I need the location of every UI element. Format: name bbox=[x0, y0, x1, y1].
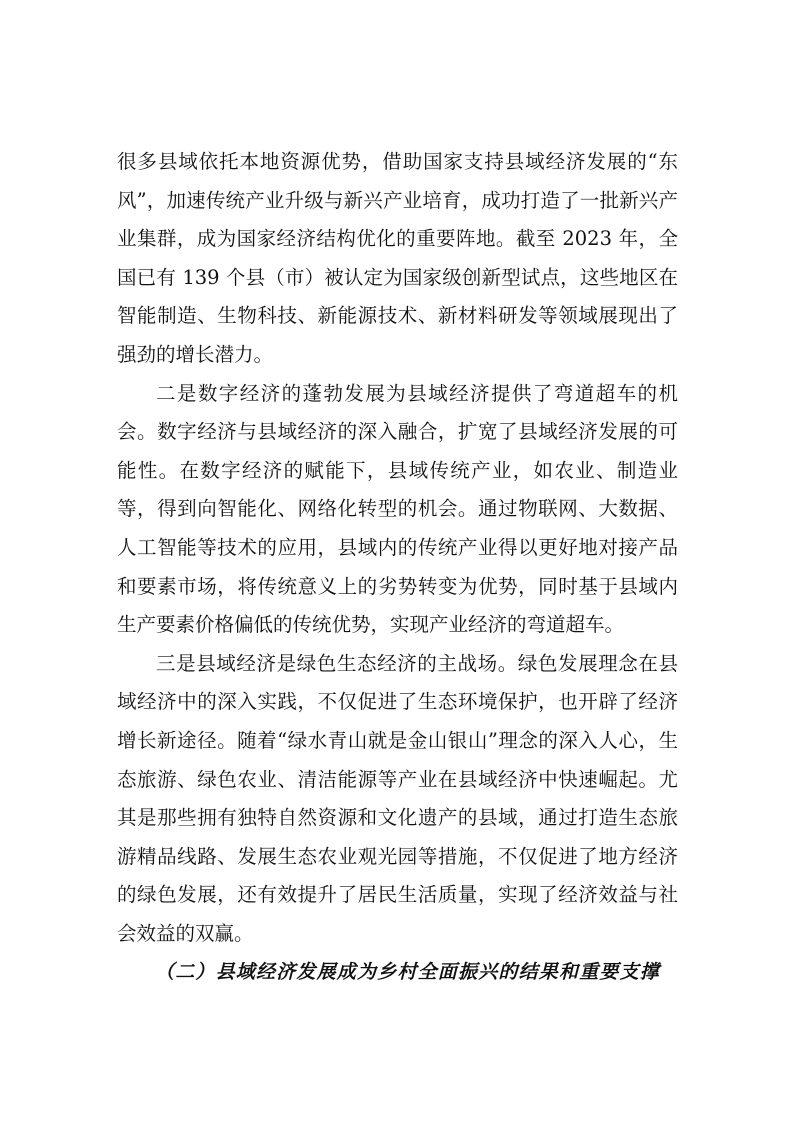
document-body bbox=[117, 143, 678, 992]
paragraph-green-economy: 三是县域经济是绿色生态经济的主战场。绿色发展理念在县域经济中的深入实践，不仅促进了生态环境保护，也开辟了经济增长新途径。随着“绿水青山就是金山银山”理念的深入人心，生态旅游、绿色农业、清洁能源等产业在县域经济中快速崛起。尤其是那些拥有独特自然资源和文化遗产的县域，通过打造生态旅游精品线路、发展生态农业观光园等措施，不仅促进了地方经济的绿色发展，还有效提升了居民生活质量，实现了经济效益与社会效益的双赢。 bbox=[117, 651, 678, 945]
section-heading: （二）县域经济发展成为乡村全面振兴的结果和重要支撑 bbox=[155, 961, 661, 984]
paragraph-continuation: 很多县域依托本地资源优势，借助国家支持县域经济发展的“东风”，加速传统产业升级与新兴产业培育，成功打造了一批新兴产业集群，成为国家经济结构优化的重要阵地。截至 2023 年，全国已有 139 个县（市）被认定为国家级创新型试点，这些地区在智能制造、生物科技、新能源技术、新材料研发等领域展现出了强劲的增长潜力。 bbox=[117, 150, 678, 366]
paragraph-digital-economy: 二是数字经济的蓬勃发展为县域经济提供了弯道超车的机会。数字经济与县域经济的深入融合，扩宽了县域经济发展的可能性。在数字经济的赋能下，县域传统产业，如农业、制造业等，得到向智能化、网络化转型的机会。通过物联网、大数据、人工智能等技术的应用，县域内的传统产业得以更好地对接产品和要素市场，将传统意义上的劣势转变为优势，同时基于县域内生产要素价格偏低的传统优势，实现产业经济的弯道超车。 bbox=[117, 381, 678, 637]
